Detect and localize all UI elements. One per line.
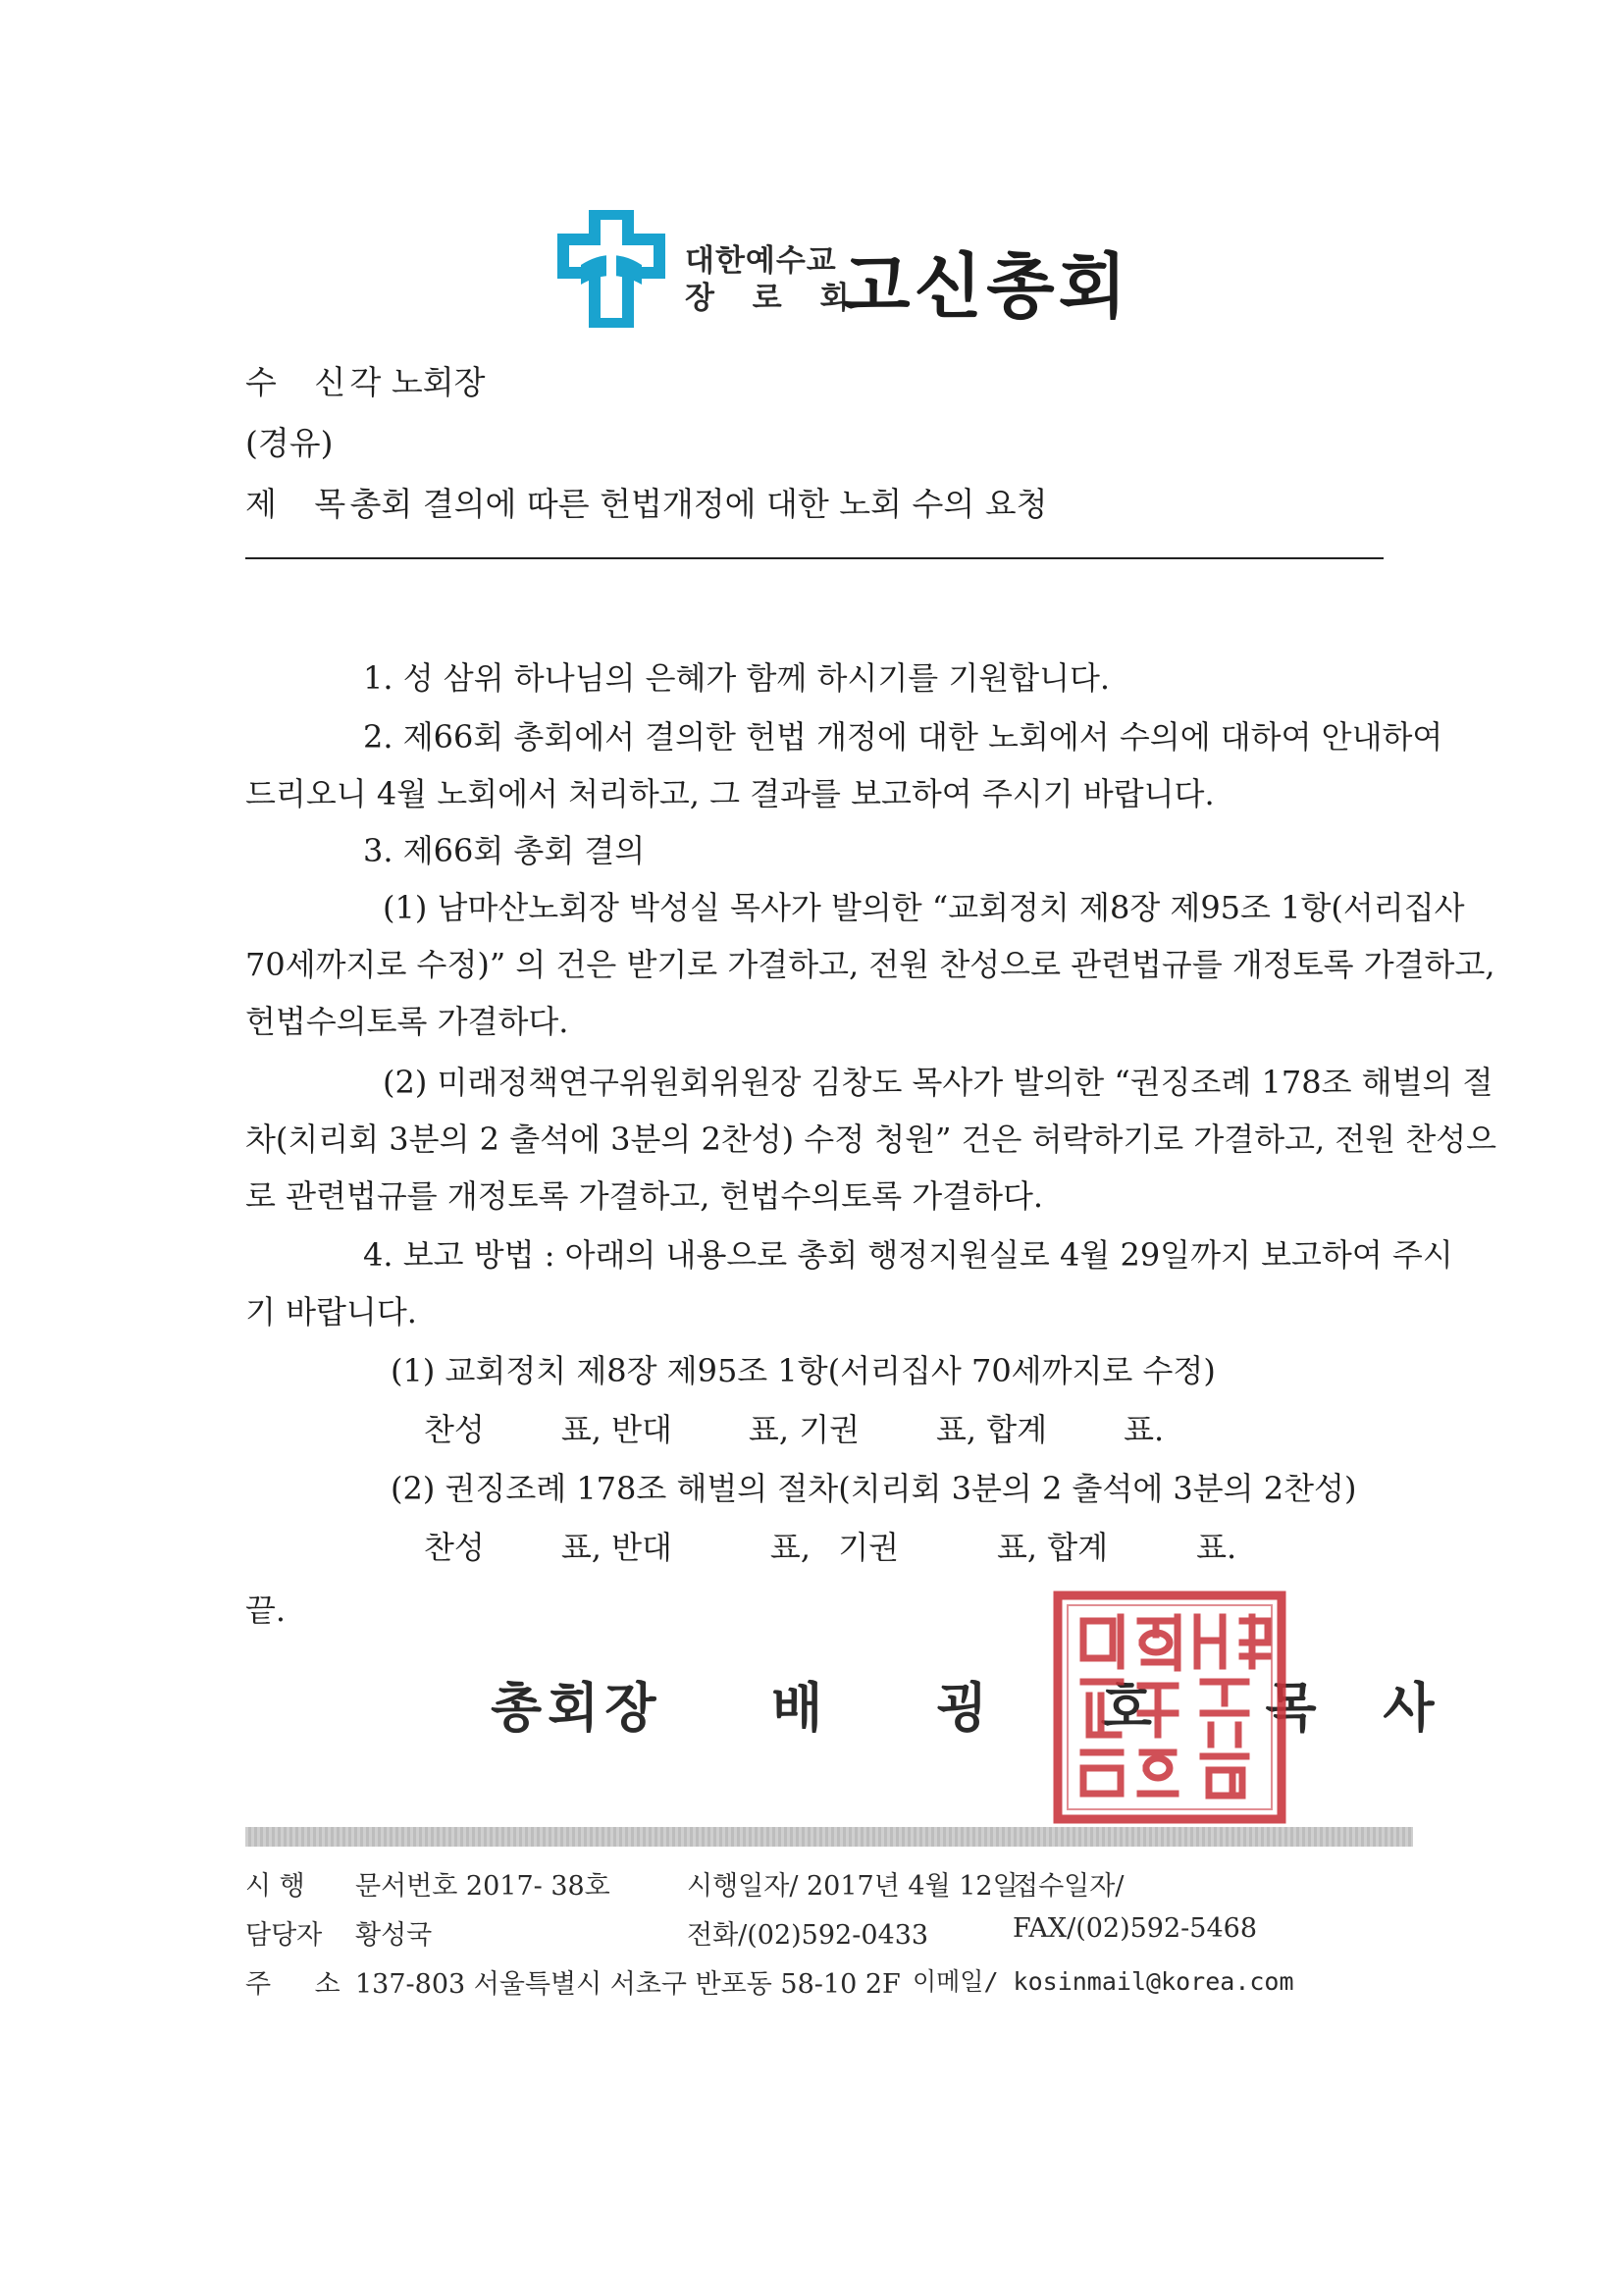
- phone-number: 전화/(02)592-0433: [687, 1920, 929, 1951]
- vote-unit: 표,: [997, 1529, 1038, 1566]
- item-2-line-1: [383, 1058, 1493, 1103]
- paragraph-2-line-2: 드리오니 4월 노회에서 처리하고, 그 결과를 보고하여 주시기 바랍니다.: [245, 775, 1215, 812]
- paragraph-3: 3. 제66회 총회 결의: [363, 832, 646, 869]
- signature-title: 총회장: [491, 1677, 662, 1739]
- vote-unit: 표,: [769, 1529, 812, 1566]
- vote-no-label: 반대: [611, 1529, 672, 1566]
- via-label: (경유): [245, 424, 334, 462]
- vote-unit: 표,: [936, 1411, 977, 1448]
- vote-abstain-label: 기권: [838, 1529, 900, 1566]
- vote-no-label: 반대: [611, 1411, 672, 1448]
- vote-unit-end: 표.: [1196, 1529, 1237, 1566]
- fax-number: FAX/(02)592-5468: [1013, 1913, 1257, 1944]
- signature-char: 배: [771, 1677, 825, 1739]
- logo-org-small-line1: 대한예수교: [685, 243, 837, 279]
- item-2-line-3: 로 관련법규를 개정토록 가결하고, 헌법수의토록 가결하다.: [245, 1177, 1044, 1215]
- item-1-line-3: 헌법수의토록 가결하다.: [245, 1003, 569, 1040]
- subject-value: 총회 결의에 따른 헌법개정에 대한 노회 수의 요청: [349, 485, 1048, 523]
- item-1-line-2-text: 70세까지로 수정)” 의 건은 받기로 가결하고, 전원 찬성으로 관련법규를 개정토록 가결하고,: [245, 946, 1495, 983]
- recipient-value: 각 노회장: [349, 363, 486, 401]
- report-2-title: (2) 권징조례 178조 해벌의 절차(치리회 3분의 2 출석에 3분의 2찬성): [391, 1470, 1357, 1507]
- cross-emblem-icon: [557, 210, 665, 328]
- paragraph-4-line-2: 기 바랍니다.: [245, 1293, 417, 1331]
- paragraph-4-line-1: [363, 1230, 1453, 1276]
- vote-yes-label: 찬성: [424, 1411, 485, 1448]
- enforce-date: 시행일자/ 2017년 4월 12일: [687, 1871, 1019, 1902]
- vote-yes-label: 찬성: [424, 1529, 485, 1566]
- item-1-line-1-text: (1) 남마산노회장 박성실 목사가 발의한 “교회정치 제8장 제95조 1항(서리집사: [383, 889, 1465, 926]
- vote-unit: 표,: [560, 1411, 602, 1448]
- header-divider: [245, 557, 1384, 559]
- paragraph-2-line-1: [363, 712, 1443, 757]
- address-value: 137-803 서울특별시 서초구 반포동 58-10 2F: [355, 1969, 901, 2000]
- signature-char: 호: [1100, 1677, 1154, 1739]
- report-1-votes: [424, 1405, 1164, 1450]
- receipt-date: 접수일자/: [1013, 1871, 1125, 1902]
- subject-label: 제 목: [245, 485, 360, 523]
- letterhead-logo: [557, 210, 1156, 328]
- signature-char: 사: [1383, 1677, 1437, 1739]
- vote-total-label: 합계: [1047, 1529, 1109, 1566]
- manager-label: 담당자: [245, 1920, 323, 1951]
- signature-line: [491, 1666, 1436, 1742]
- vote-unit: 표,: [748, 1411, 790, 1448]
- document-number: 문서번호 2017- 38호: [355, 1871, 610, 1902]
- subject-row: [245, 479, 1048, 525]
- end-mark: 끝.: [245, 1592, 287, 1629]
- report-2-votes: [424, 1523, 1236, 1568]
- vote-unit-end: 표.: [1124, 1411, 1165, 1448]
- item-2-line-2: [245, 1115, 1497, 1160]
- enforce-label: 시 행: [245, 1871, 305, 1902]
- email-text: 이메일/ kosinmail@korea.com: [913, 1967, 1294, 1996]
- paragraph-1: 1. 성 삼위 하나님의 은혜가 함께 하시기를 기원합니다.: [363, 659, 1111, 697]
- address-label: 주 소: [245, 1969, 358, 2000]
- email-address: [913, 1962, 1294, 1998]
- item-1-line-2: [245, 940, 1495, 985]
- report-1-title: (1) 교회정치 제8장 제95조 1항(서리집사 70세까지로 수정): [391, 1352, 1216, 1389]
- recipient-row: [245, 357, 486, 403]
- paragraph-2-line-1-text: 2. 제66회 총회에서 결의한 헌법 개정에 대한 노회에서 수의에 대하여 안내하여: [363, 718, 1443, 756]
- recipient-label: 수 신: [245, 363, 360, 401]
- manager-name: 황성국: [355, 1920, 433, 1951]
- signature-char: 목: [1265, 1677, 1319, 1739]
- item-2-line-1-text: (2) 미래정책연구위원회위원장 김창도 목사가 발의한 “권징조례 178조 해벌의 절: [383, 1064, 1493, 1101]
- item-2-line-2-text: 차(치리회 3분의 2 출석에 3분의 2찬성) 수정 청원” 건은 허락하기로 가결하고, 전원 찬성으: [245, 1121, 1497, 1158]
- footer-divider-bar: [245, 1827, 1413, 1847]
- vote-abstain-label: 기권: [799, 1411, 861, 1448]
- logo-org-small-line2: 장 로 회: [685, 281, 864, 316]
- paragraph-4-line-1-text: 4. 보고 방법 : 아래의 내용으로 총회 행정지원실로 4월 29일까지 보고하여 주시: [363, 1236, 1453, 1274]
- item-1-line-1: [383, 883, 1465, 928]
- vote-total-label: 합계: [986, 1411, 1048, 1448]
- signature-char: 굉: [935, 1677, 990, 1739]
- official-seal-stamp: [1050, 1588, 1289, 1827]
- logo-org-name: 고신총회: [842, 245, 1131, 328]
- vote-unit: 표,: [560, 1529, 602, 1566]
